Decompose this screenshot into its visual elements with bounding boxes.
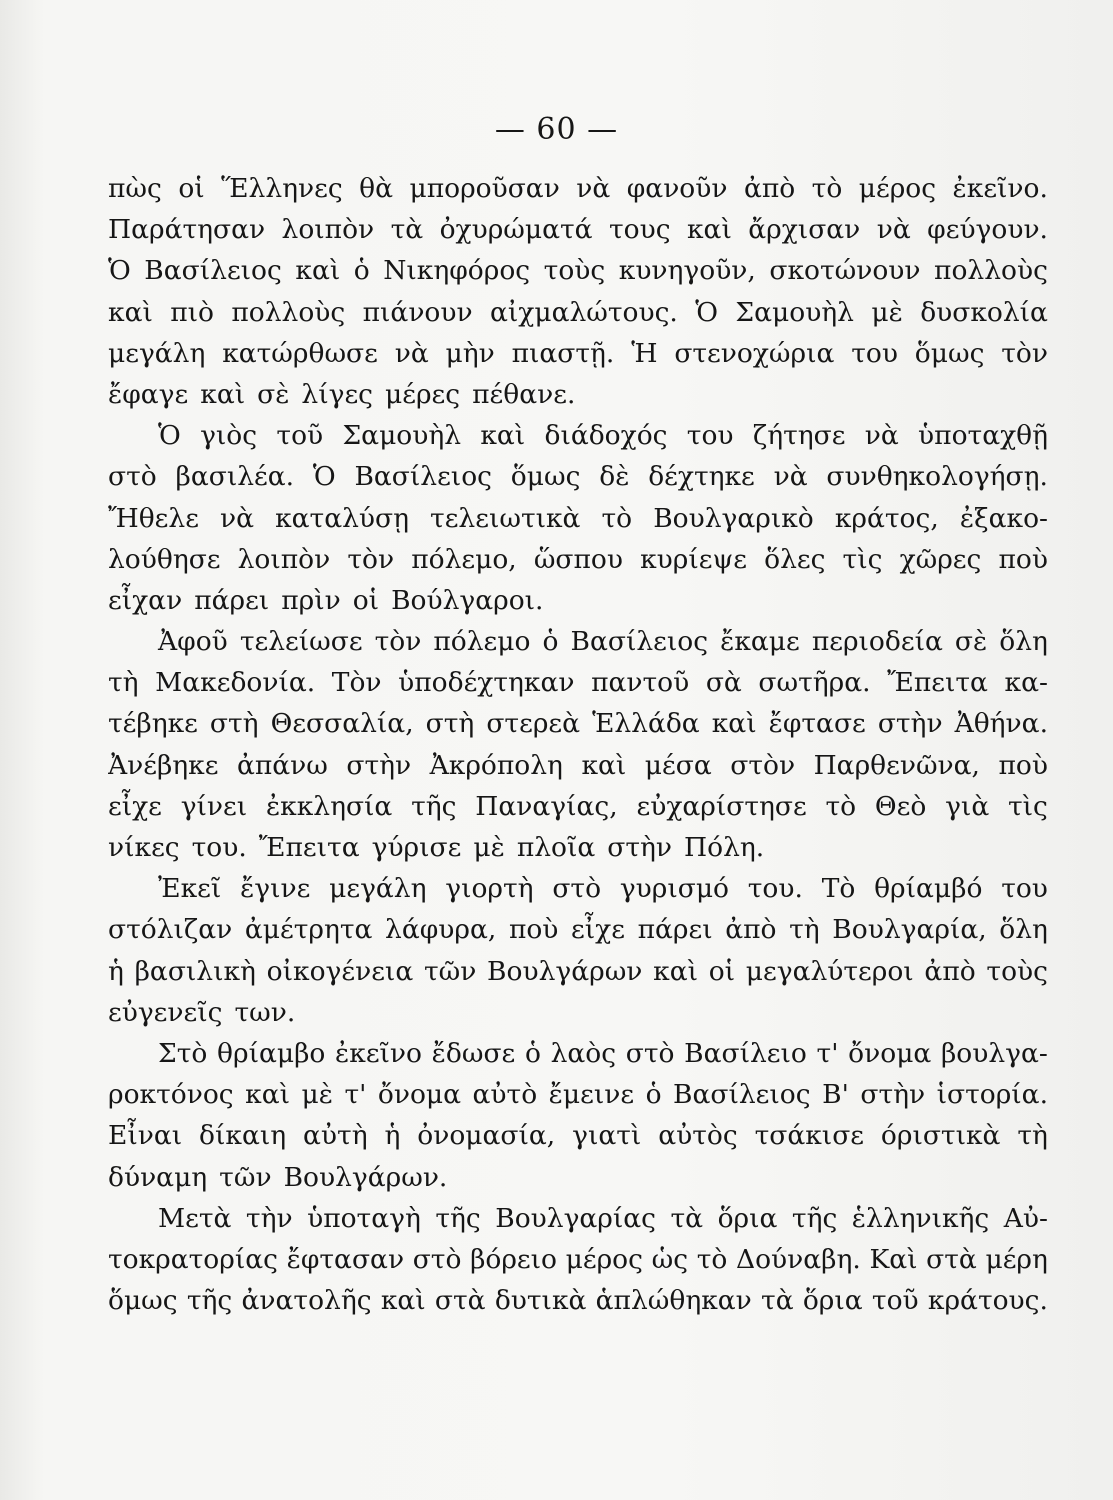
word: Βουλγαρικὸ <box>653 502 814 534</box>
word: ὁ <box>542 626 559 658</box>
word: Ἑλλάδα <box>592 708 700 740</box>
word: τὴ <box>1017 1120 1048 1152</box>
word: ὑποταχθῇ <box>918 420 1048 452</box>
word: Βουλγαρία, <box>832 914 987 946</box>
word: Βασίλειος <box>144 255 282 287</box>
word: τὶς <box>842 543 883 575</box>
word: μποροῦσαν <box>409 173 560 204</box>
text-line <box>108 333 1048 374</box>
word: πιὸ <box>170 296 214 328</box>
text-line <box>108 456 1048 497</box>
text-line <box>108 1280 1048 1321</box>
word: νὰ <box>220 502 255 534</box>
word: Βασίλειο <box>684 1037 807 1069</box>
word: αἰχμαλώτους. <box>490 296 678 328</box>
word: τους <box>608 214 671 246</box>
word: τῆς <box>411 790 457 822</box>
word: τὸν <box>374 626 422 658</box>
word: τὴ <box>108 667 139 699</box>
page-number: — 60 — <box>494 112 619 147</box>
word: τελειωτικὰ <box>430 502 581 534</box>
text-line <box>108 1115 1048 1156</box>
word: τ' <box>344 1079 367 1111</box>
word: σκοτώνουν <box>769 255 921 287</box>
word: τὶς <box>1008 790 1048 822</box>
text-line <box>108 909 1048 950</box>
word: ἀπὸ <box>725 914 777 946</box>
word: τὸ <box>811 173 843 204</box>
word: καὶ <box>581 749 627 781</box>
word: εὐγενεῖς <box>108 996 223 1028</box>
text-line <box>108 786 1048 827</box>
text-line <box>108 703 1048 744</box>
word: ἁπλώθηκαν <box>595 1285 752 1317</box>
word: ἔμεινε <box>548 1079 635 1111</box>
text-line <box>108 1239 1048 1280</box>
word: τὸ <box>696 1243 728 1275</box>
word: ὄνομα <box>848 1037 932 1069</box>
word: στὴν <box>877 708 943 740</box>
word: ὑποδέχτηκαν <box>398 667 575 699</box>
word: νὰ <box>576 173 611 204</box>
word: ὁ <box>353 255 370 287</box>
word: συνθηκολογήσῃ. <box>826 461 1048 493</box>
word: Ἐκεῖ <box>158 873 222 905</box>
word: ὅμως <box>510 461 581 493</box>
word: του <box>1001 873 1048 905</box>
word: καὶ <box>245 1079 290 1111</box>
word: ἐκεῖνο. <box>952 173 1048 204</box>
word: μεγάλη <box>329 873 427 905</box>
word: ἔφτασαν <box>286 1243 405 1275</box>
word: ὅλη <box>999 626 1048 658</box>
word: τὰ <box>670 1202 704 1234</box>
word: ὡς <box>651 1243 689 1275</box>
word: Βασίλειος <box>354 461 492 493</box>
word: τῆς <box>435 1202 481 1234</box>
word: όριστικὰ <box>880 1120 1001 1152</box>
word: τῆς <box>791 1202 838 1234</box>
text-line <box>108 374 1048 415</box>
word: Μακεδονία. <box>155 667 316 699</box>
text-line <box>108 1157 1048 1198</box>
word: μεγάλη <box>108 337 206 369</box>
word: ἄρχισαν <box>748 214 861 246</box>
word: ἀπάνω <box>236 749 328 781</box>
word: Β' <box>822 1079 849 1111</box>
word: τέβηκε <box>108 708 198 740</box>
word: Βασίλειος <box>673 1079 811 1111</box>
word: διάδοχός <box>544 420 668 452</box>
word: γύρισε <box>371 832 462 863</box>
text-line <box>108 580 1048 621</box>
word: στὴ <box>209 708 259 740</box>
word: πόλεμο <box>433 626 531 658</box>
word: Βουλγάρων. <box>283 1161 448 1193</box>
word: τὰ <box>390 214 424 246</box>
word: Ἀνέβηκε <box>108 749 219 781</box>
word: γιορτὴ <box>445 873 534 905</box>
word: στὸ <box>412 1243 462 1275</box>
word: Δούναβη. <box>735 1243 861 1275</box>
word: ἡ <box>384 1120 401 1152</box>
word: δίκαιη <box>199 1120 287 1152</box>
word: του <box>851 337 898 369</box>
word: Βουλγάρων <box>487 955 643 987</box>
word: στὴν <box>346 749 412 781</box>
text-line <box>108 292 1048 333</box>
word: οἱ <box>708 955 736 987</box>
word: καὶ <box>200 378 246 410</box>
word: κυνηγοῦν, <box>618 255 756 287</box>
word: τὴ <box>789 914 820 946</box>
word: Παράτησαν <box>108 214 266 246</box>
word: νὰ <box>394 337 429 369</box>
word: Παναγίας, <box>475 790 618 822</box>
word: τῆς <box>186 1285 233 1317</box>
word: πάρει <box>194 584 270 616</box>
word: μεγαλύτεροι <box>745 955 914 987</box>
word: μὲ <box>301 1079 333 1111</box>
word: φανοῦν <box>626 173 728 204</box>
word: του. <box>747 873 803 905</box>
word: λούθησε <box>108 543 221 575</box>
word: σὰ <box>705 667 742 699</box>
text-line <box>108 1033 1048 1074</box>
word: των. <box>234 996 296 1028</box>
word: ἀπὸ <box>924 955 976 987</box>
word: περιοδεία <box>811 626 943 658</box>
word: Μετὰ <box>158 1202 232 1234</box>
word: χῶρες <box>899 543 982 575</box>
word: οἱ <box>352 584 380 616</box>
text-line <box>108 1074 1048 1115</box>
text-body <box>108 168 1048 1321</box>
word: Θεὸ <box>874 790 927 822</box>
word: Ἤθελε <box>108 502 199 534</box>
word: ὁ <box>645 1079 662 1111</box>
word: ὅμως <box>108 1285 178 1317</box>
word: αὐτὸς <box>658 1120 738 1152</box>
word: γιατὶ <box>572 1120 642 1152</box>
word: τὸν <box>347 543 395 575</box>
text-line <box>108 827 1048 868</box>
word: τελείωσε <box>239 626 363 658</box>
word: Νικηφόρος <box>383 255 531 287</box>
word: εἶχε <box>108 790 162 822</box>
word: καὶ <box>711 708 757 740</box>
word: καὶ <box>380 1285 426 1317</box>
word: πλοῖα <box>516 832 596 863</box>
word: στερεὰ <box>486 708 581 740</box>
word: σωτῆρα. <box>758 667 871 699</box>
word: ποὺ <box>998 543 1048 575</box>
word: ἀνατολῆς <box>241 1285 372 1317</box>
word: Τὸ <box>821 873 856 905</box>
word: ἀμέτρητα <box>244 914 373 946</box>
word: λαὸς <box>550 1037 617 1069</box>
word: θρίαμβό <box>874 873 983 905</box>
word: καὶ <box>480 420 526 452</box>
word: ἡ <box>108 955 124 987</box>
word: ποὺ <box>508 914 559 946</box>
word: σὲ <box>954 626 988 658</box>
word: κράτους. <box>927 1285 1048 1317</box>
word: Πόλη. <box>684 832 765 863</box>
word: ἔκαμε <box>720 626 800 658</box>
word: ἔδωσε <box>431 1037 516 1069</box>
word: πέθανε. <box>472 378 576 410</box>
word: γιὰ <box>945 790 990 822</box>
word: βασιλικὴ <box>134 955 256 987</box>
word: νὰ <box>876 214 911 246</box>
word: ὅλες <box>764 543 826 575</box>
word: ζήτησε <box>752 420 846 452</box>
word: δυσκολία <box>920 296 1048 328</box>
text-line <box>108 621 1048 662</box>
word: ὀνομασία, <box>417 1120 556 1152</box>
text-line <box>108 662 1048 703</box>
text-line <box>108 868 1048 909</box>
word: πὼς <box>108 173 162 204</box>
word: στὸν <box>730 749 796 781</box>
word: πιάνουν <box>362 296 473 328</box>
word: Ἔπειτα <box>887 667 988 699</box>
word: τῶν <box>423 955 477 987</box>
word: τ' <box>816 1037 839 1069</box>
word: μέρη <box>985 1243 1048 1275</box>
word: στὴν <box>860 1079 926 1111</box>
word: του. <box>191 832 247 863</box>
word: νὰ <box>773 461 808 493</box>
word: δέχτηκε <box>648 461 755 493</box>
word: Σαμουὴλ <box>735 296 854 328</box>
word: βόρειο <box>470 1243 557 1275</box>
word: κατώρθωσε <box>222 337 378 369</box>
word: Αὐ- <box>1003 1202 1048 1234</box>
word: Ἡ <box>631 337 658 369</box>
word: νίκες <box>108 832 180 863</box>
word: στὰ <box>926 1243 977 1275</box>
word: στὰ <box>434 1285 486 1317</box>
word: γίνει <box>180 790 248 822</box>
word: φεύγουν. <box>927 214 1048 246</box>
word: μέσα <box>644 749 712 781</box>
word: ποὺ <box>998 749 1048 781</box>
word: μέρες <box>385 378 461 410</box>
word: κράτος, <box>834 502 939 534</box>
word: Ὁ <box>312 461 336 493</box>
word: γυρισμό <box>619 873 729 905</box>
word: μέρος <box>858 173 937 204</box>
word: λοιπὸν <box>237 543 331 575</box>
word: πολλοὺς <box>231 296 346 328</box>
word: ροκτόνος <box>108 1079 234 1111</box>
word: ὀχυρώματά <box>439 214 593 246</box>
word: ὥσπου <box>533 543 623 575</box>
word: στὸ <box>625 1037 675 1069</box>
word: μέρος <box>565 1243 643 1275</box>
word: Καὶ <box>869 1243 918 1275</box>
word: Ἀφοῦ <box>158 626 228 658</box>
word: στενοχώρια <box>674 337 835 369</box>
word: τὴν <box>245 1202 293 1234</box>
word: θρίαμβο <box>217 1037 326 1069</box>
word: στὴν <box>607 832 673 863</box>
word: δύναμη <box>108 1161 208 1193</box>
word: Τὸν <box>331 667 382 699</box>
word: βουλγα- <box>940 1037 1048 1069</box>
word: οἱ <box>178 173 205 204</box>
word: Ἀκρόπολη <box>429 749 563 781</box>
word: Βουλγαρίας <box>495 1202 657 1234</box>
word: τοῦ <box>276 420 324 452</box>
word: τὰ <box>761 1285 794 1317</box>
word: ὄνομα <box>377 1079 462 1111</box>
text-line <box>108 951 1048 992</box>
word: λοιπὸν <box>281 214 375 246</box>
word: μὲ <box>473 832 505 863</box>
word: στὸ <box>552 873 602 905</box>
word: τοῦ <box>871 1285 919 1317</box>
word: τὸν <box>1001 337 1048 369</box>
word: ἐξακο- <box>959 502 1048 534</box>
word: νὰ <box>864 420 899 452</box>
word: Ἕλληνες <box>221 173 343 204</box>
word: τοὺς <box>986 955 1048 987</box>
word: Ὁ <box>695 296 719 328</box>
text-line <box>108 745 1048 786</box>
word: οἰκογένεια <box>266 955 414 987</box>
word: γιὸς <box>200 420 258 452</box>
word: κυρίεψε <box>640 543 747 575</box>
word: εἶχαν <box>108 584 183 616</box>
word: ἑλληνικῆς <box>851 1202 990 1234</box>
word: ὅλη <box>999 914 1048 946</box>
word: πρὶν <box>281 584 341 616</box>
word: αὐτὸ <box>472 1079 538 1111</box>
word: μὲ <box>871 296 903 328</box>
word: Παρθενῶνα, <box>813 749 980 781</box>
word: εἶχε <box>571 914 625 946</box>
word: ἐκκλησία <box>265 790 393 822</box>
word: Στὸ <box>158 1037 208 1069</box>
word: Σαμουὴλ <box>342 420 462 452</box>
word: σὲ <box>257 378 290 410</box>
text-line <box>108 209 1048 250</box>
word: τὸ <box>825 790 857 822</box>
word: ὑποταγὴ <box>307 1202 421 1234</box>
word: Ἔπειτα <box>258 832 360 863</box>
word: τοὺς <box>543 255 606 287</box>
word: πιαστῇ. <box>511 337 615 369</box>
word: στόλιζαν <box>108 914 233 946</box>
word: καὶ <box>108 296 153 328</box>
word: ἔφαγε <box>108 378 189 410</box>
word: Ἀθήνα. <box>954 708 1048 740</box>
word: ὅμως <box>914 337 985 369</box>
word: λάφυρα, <box>385 914 497 946</box>
text-line <box>108 498 1048 539</box>
word: καταλύσῃ <box>275 502 409 534</box>
word: στὴ <box>425 708 475 740</box>
word: ἔφτασε <box>768 708 866 740</box>
word: θὰ <box>359 173 394 204</box>
word: καὶ <box>295 255 341 287</box>
word: δυτικὰ <box>494 1285 587 1317</box>
word: Εἶναι <box>108 1120 183 1152</box>
text-line <box>108 1198 1048 1239</box>
word: τῶν <box>219 1161 272 1193</box>
word: ἔγινε <box>240 873 311 905</box>
word: του <box>686 420 734 452</box>
word: λίγες <box>301 378 374 410</box>
word: δὲ <box>599 461 630 493</box>
text-line <box>108 168 1048 209</box>
word: Βούλγαροι. <box>391 584 544 616</box>
word: εὐχαρίστησε <box>636 790 807 822</box>
word: ὅρια <box>802 1285 863 1317</box>
word: Θεσσαλία, <box>270 708 414 740</box>
word: ἐκεῖνο <box>335 1037 422 1069</box>
word: τοκρατορίας <box>108 1243 278 1275</box>
word: αὐτὴ <box>303 1120 368 1152</box>
word: Ὁ <box>108 255 131 287</box>
word: κα- <box>1004 667 1048 699</box>
word: παντοῦ <box>591 667 690 699</box>
word: πολλοὺς <box>934 255 1048 287</box>
word: καὶ <box>686 214 732 246</box>
word: τὸ <box>601 502 633 534</box>
word: ἱστορία. <box>936 1079 1048 1111</box>
word: πόλεμο, <box>411 543 517 575</box>
word: τσάκισε <box>754 1120 865 1152</box>
text-line <box>108 992 1048 1033</box>
word: ἀπὸ <box>743 173 796 204</box>
word: καὶ <box>653 955 698 987</box>
text-line <box>108 250 1048 291</box>
word: βασιλέα. <box>175 461 295 493</box>
word: Ὁ <box>158 420 181 452</box>
word: μὴν <box>445 337 495 369</box>
word: στὸ <box>108 461 157 493</box>
word: ὅρια <box>717 1202 778 1234</box>
word: πάρει <box>637 914 713 946</box>
text-line <box>108 415 1048 456</box>
text-line <box>108 539 1048 580</box>
word: ὁ <box>524 1037 541 1069</box>
word: Βασίλειος <box>570 626 709 658</box>
